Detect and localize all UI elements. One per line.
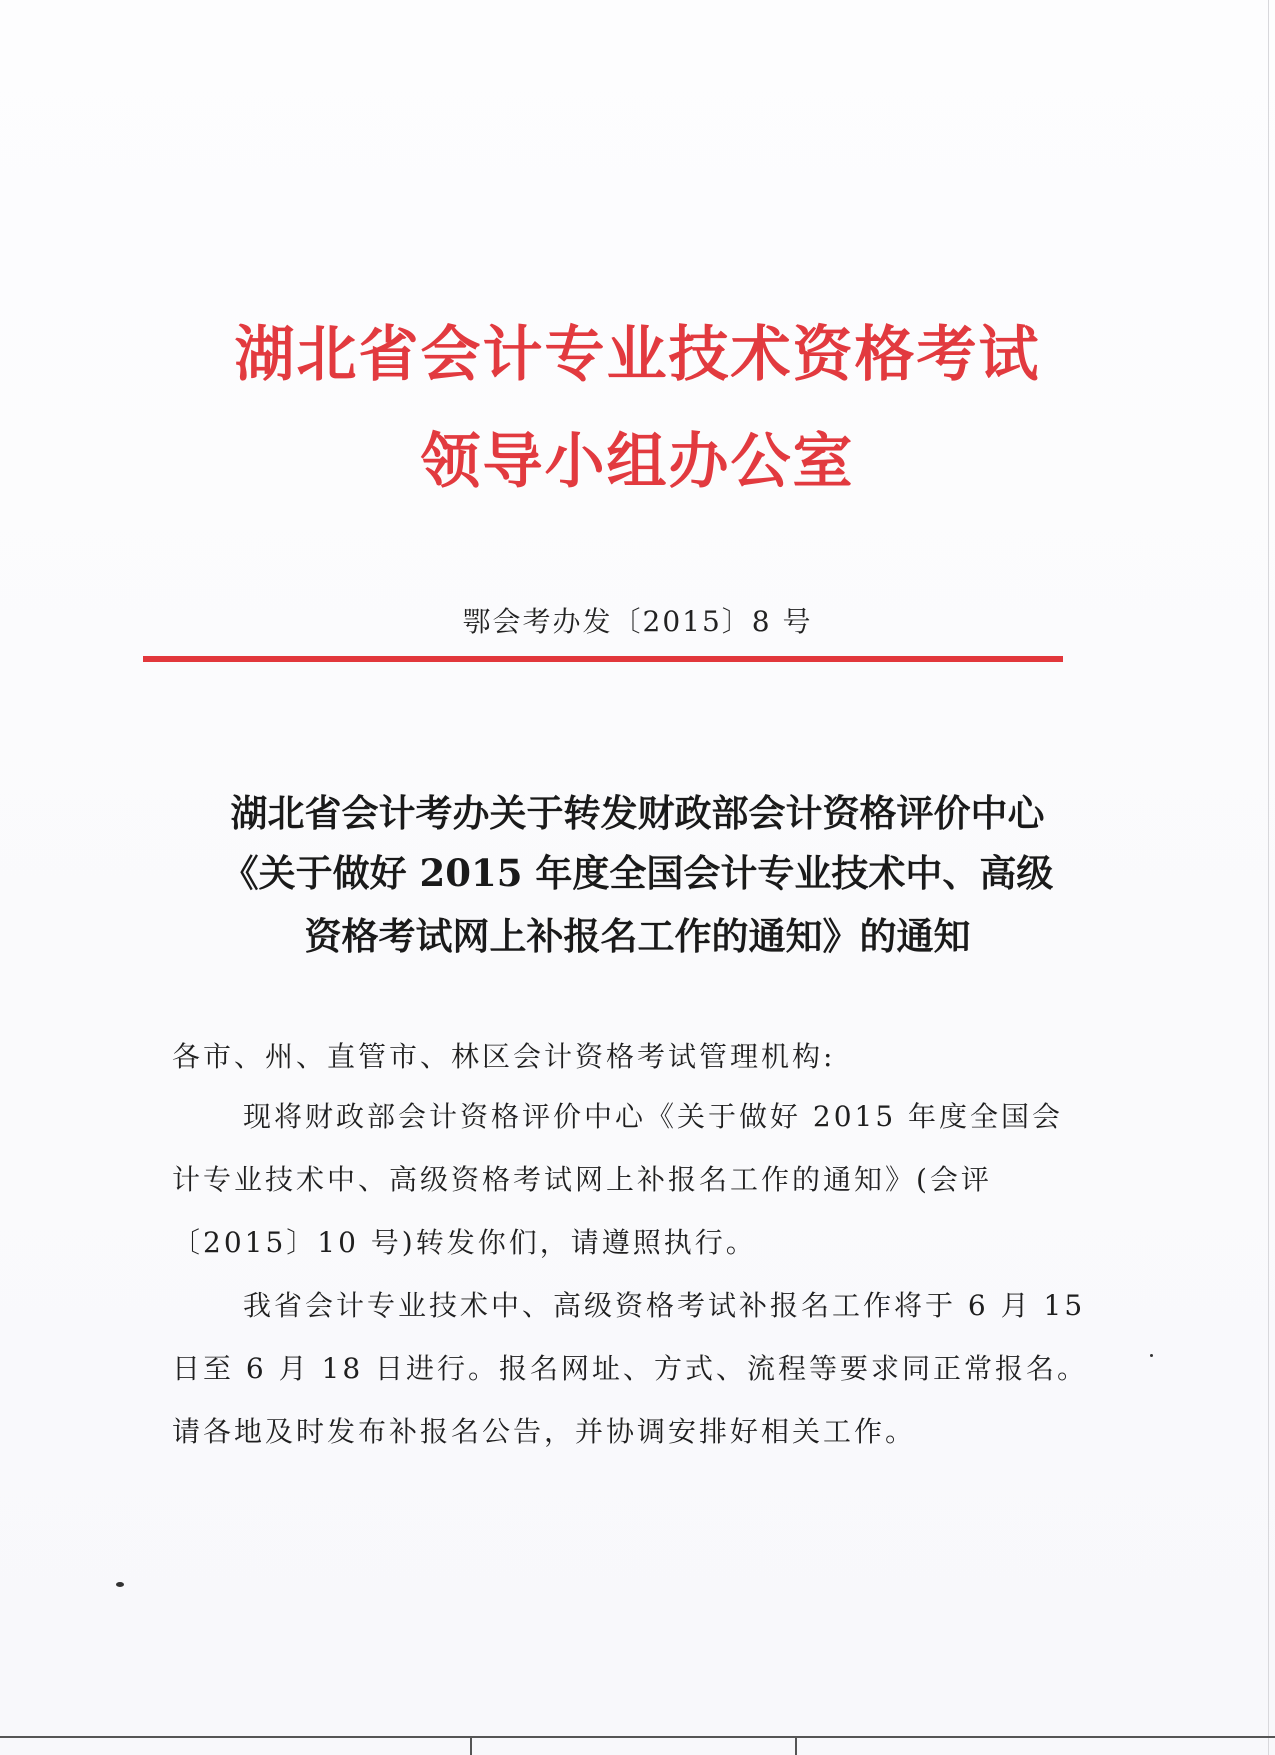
paragraph1-line1: 现将财政部会计资格评价中心《关于做好 2015 年度全国会 — [243, 1100, 1064, 1133]
salutation: 各市、州、直管市、林区会计资格考试管理机构: — [172, 1040, 836, 1073]
footer-tick — [470, 1736, 472, 1755]
org-name-line1: 湖北省会计专业技术资格考试 — [234, 320, 1041, 390]
red-header-rule — [143, 656, 1063, 662]
org-name-line2: 领导小组办公室 — [420, 427, 855, 497]
scan-speck — [116, 1582, 124, 1587]
scan-edge — [1268, 0, 1269, 1755]
paragraph2-line3: 请各地及时发布补报名公告，并协调安排好相关工作。 — [172, 1415, 917, 1448]
footer-tick — [795, 1736, 797, 1755]
paragraph1-line3: 〔2015〕10 号)转发你们，请遵照执行。 — [172, 1226, 757, 1259]
paragraph2-line1: 我省会计专业技术中、高级资格考试补报名工作将于 6 月 15 — [243, 1289, 1086, 1322]
notice-title-line3: 资格考试网上补报名工作的通知》的通知 — [304, 914, 971, 958]
paragraph1-line2: 计专业技术中、高级资格考试网上补报名工作的通知》(会评 — [172, 1163, 992, 1196]
notice-title-line1: 湖北省会计考办关于转发财政部会计资格评价中心 — [230, 791, 1045, 835]
paragraph2-line2: 日至 6 月 18 日进行。报名网址、方式、流程等要求同正常报名。 — [172, 1352, 1089, 1385]
document-number: 鄂会考办发〔2015〕8 号 — [462, 605, 813, 638]
footer-rule — [0, 1736, 1275, 1738]
scan-speck — [1150, 1354, 1153, 1357]
notice-title-line2: 《关于做好 2015 年度全国会计专业技术中、高级 — [221, 851, 1054, 895]
